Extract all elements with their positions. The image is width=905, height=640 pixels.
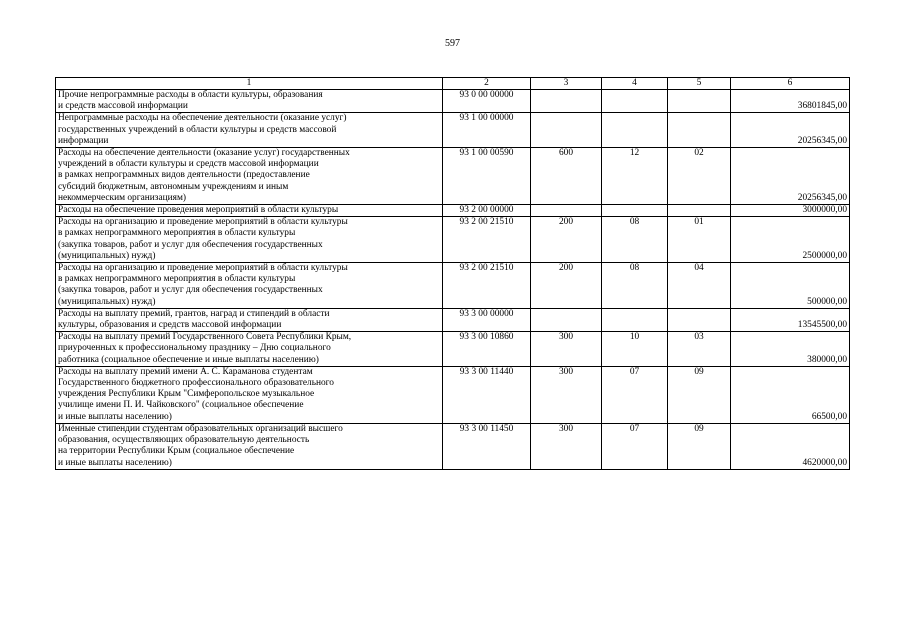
row-subsection-cell: 01 [668, 217, 731, 263]
row-subsection-cell [668, 308, 731, 331]
row-code-cell: 93 1 00 00000 [443, 113, 531, 148]
row-code-cell: 93 3 00 11450 [443, 423, 531, 469]
row-subsection-cell: 09 [668, 423, 731, 469]
row-code-cell: 93 3 00 11440 [443, 366, 531, 423]
row-section-cell: 08 [602, 263, 668, 309]
row-section-cell [602, 90, 668, 113]
row-sum-cell: 380000,00 [731, 332, 850, 367]
header-cell-pr: 5 [668, 78, 731, 90]
row-sum-cell: 500000,00 [731, 263, 850, 309]
header-cell-name: 1 [56, 78, 443, 90]
row-sum-cell: 20256345,00 [731, 148, 850, 205]
row-section-cell: 10 [602, 332, 668, 367]
row-sum-cell: 36801845,00 [731, 90, 850, 113]
table-row [56, 332, 850, 367]
table-row [56, 205, 850, 217]
row-code-cell: 93 2 00 00000 [443, 205, 531, 217]
table-row [56, 263, 850, 309]
row-section-cell [602, 308, 668, 331]
row-section-cell [602, 205, 668, 217]
page-number: 597 [445, 38, 460, 49]
row-expense-type-cell [531, 90, 602, 113]
row-subsection-cell [668, 205, 731, 217]
table-row [56, 148, 850, 205]
row-section-cell: 07 [602, 423, 668, 469]
table-row [56, 366, 850, 423]
row-name-cell: Именные стипендии студентам образовательных организаций высшего образования, осуществляющих образовательную деятельность на территории Республики Крым (социальное обеспечение и иные выплаты населению) [56, 423, 443, 469]
row-expense-type-cell [531, 308, 602, 331]
row-section-cell: 12 [602, 148, 668, 205]
row-sum-cell: 4620000,00 [731, 423, 850, 469]
row-sum-cell: 20256345,00 [731, 113, 850, 148]
row-sum-cell: 3000000,00 [731, 205, 850, 217]
row-name-cell: Расходы на выплату премий Государственного Совета Республики Крым, приуроченных к профессиональному празднику – Дню социального работника (социальное обеспечение и иные выплаты населению) [56, 332, 443, 367]
row-expense-type-cell: 600 [531, 148, 602, 205]
row-subsection-cell [668, 90, 731, 113]
row-code-cell: 93 3 00 10860 [443, 332, 531, 367]
header-cell-code: 2 [443, 78, 531, 90]
row-code-cell: 93 3 00 00000 [443, 308, 531, 331]
row-sum-cell: 2500000,00 [731, 217, 850, 263]
table-row [56, 217, 850, 263]
row-code-cell: 93 1 00 00590 [443, 148, 531, 205]
row-name-cell: Непрограммные расходы на обеспечение деятельности (оказание услуг) государственных учреждений в области культуры и средств массовой информации [56, 113, 443, 148]
row-name-cell: Расходы на выплату премий имени А. С. Караманова студентам Государственного бюджетного профессионального образовательного учреждения Республики Крым "Симферопольское музыкальное училище имени П. И. Чайковского" (социальное обеспечение и иные выплаты населению) [56, 366, 443, 423]
row-expense-type-cell [531, 113, 602, 148]
table-row [56, 308, 850, 331]
row-name-cell: Расходы на обеспечение проведения мероприятий в области культуры [56, 205, 443, 217]
table-row [56, 113, 850, 148]
row-subsection-cell: 02 [668, 148, 731, 205]
row-expense-type-cell [531, 205, 602, 217]
row-sum-cell: 66500,00 [731, 366, 850, 423]
row-section-cell [602, 113, 668, 148]
row-section-cell: 08 [602, 217, 668, 263]
row-expense-type-cell: 200 [531, 263, 602, 309]
row-section-cell: 07 [602, 366, 668, 423]
row-expense-type-cell: 300 [531, 366, 602, 423]
header-row [56, 78, 850, 90]
row-name-cell: Прочие непрограммные расходы в области культуры, образования и средств массовой информации [56, 90, 443, 113]
row-expense-type-cell: 300 [531, 423, 602, 469]
row-name-cell: Расходы на обеспечение деятельности (оказание услуг) государственных учреждений в области культуры и средств массовой информации в рамках непрограммных видов деятельности (предоставление субсидий бюджетным, автономным учреждениям и иным некоммерческим организациям) [56, 148, 443, 205]
row-code-cell: 93 2 00 21510 [443, 263, 531, 309]
table-row [56, 423, 850, 469]
row-subsection-cell: 03 [668, 332, 731, 367]
row-subsection-cell: 09 [668, 366, 731, 423]
row-expense-type-cell: 300 [531, 332, 602, 367]
row-sum-cell: 13545500,00 [731, 308, 850, 331]
budget-table [55, 77, 850, 470]
row-name-cell: Расходы на организацию и проведение мероприятий в области культуры в рамках непрограммного мероприятия в области культуры (закупка товаров, работ и услуг для обеспечения государственных (муниципальных) нужд) [56, 263, 443, 309]
header-cell-sum: 6 [731, 78, 850, 90]
row-code-cell: 93 2 00 21510 [443, 217, 531, 263]
header-cell-rz: 4 [602, 78, 668, 90]
table-row [56, 90, 850, 113]
row-name-cell: Расходы на организацию и проведение мероприятий в области культуры в рамках непрограммного мероприятия в области культуры (закупка товаров, работ и услуг для обеспечения государственных (муниципальных) нужд) [56, 217, 443, 263]
header-cell-vr: 3 [531, 78, 602, 90]
row-name-cell: Расходы на выплату премий, грантов, наград и стипендий в области культуры, образования и средств массовой информации [56, 308, 443, 331]
row-subsection-cell: 04 [668, 263, 731, 309]
row-expense-type-cell: 200 [531, 217, 602, 263]
row-code-cell: 93 0 00 00000 [443, 90, 531, 113]
row-subsection-cell [668, 113, 731, 148]
